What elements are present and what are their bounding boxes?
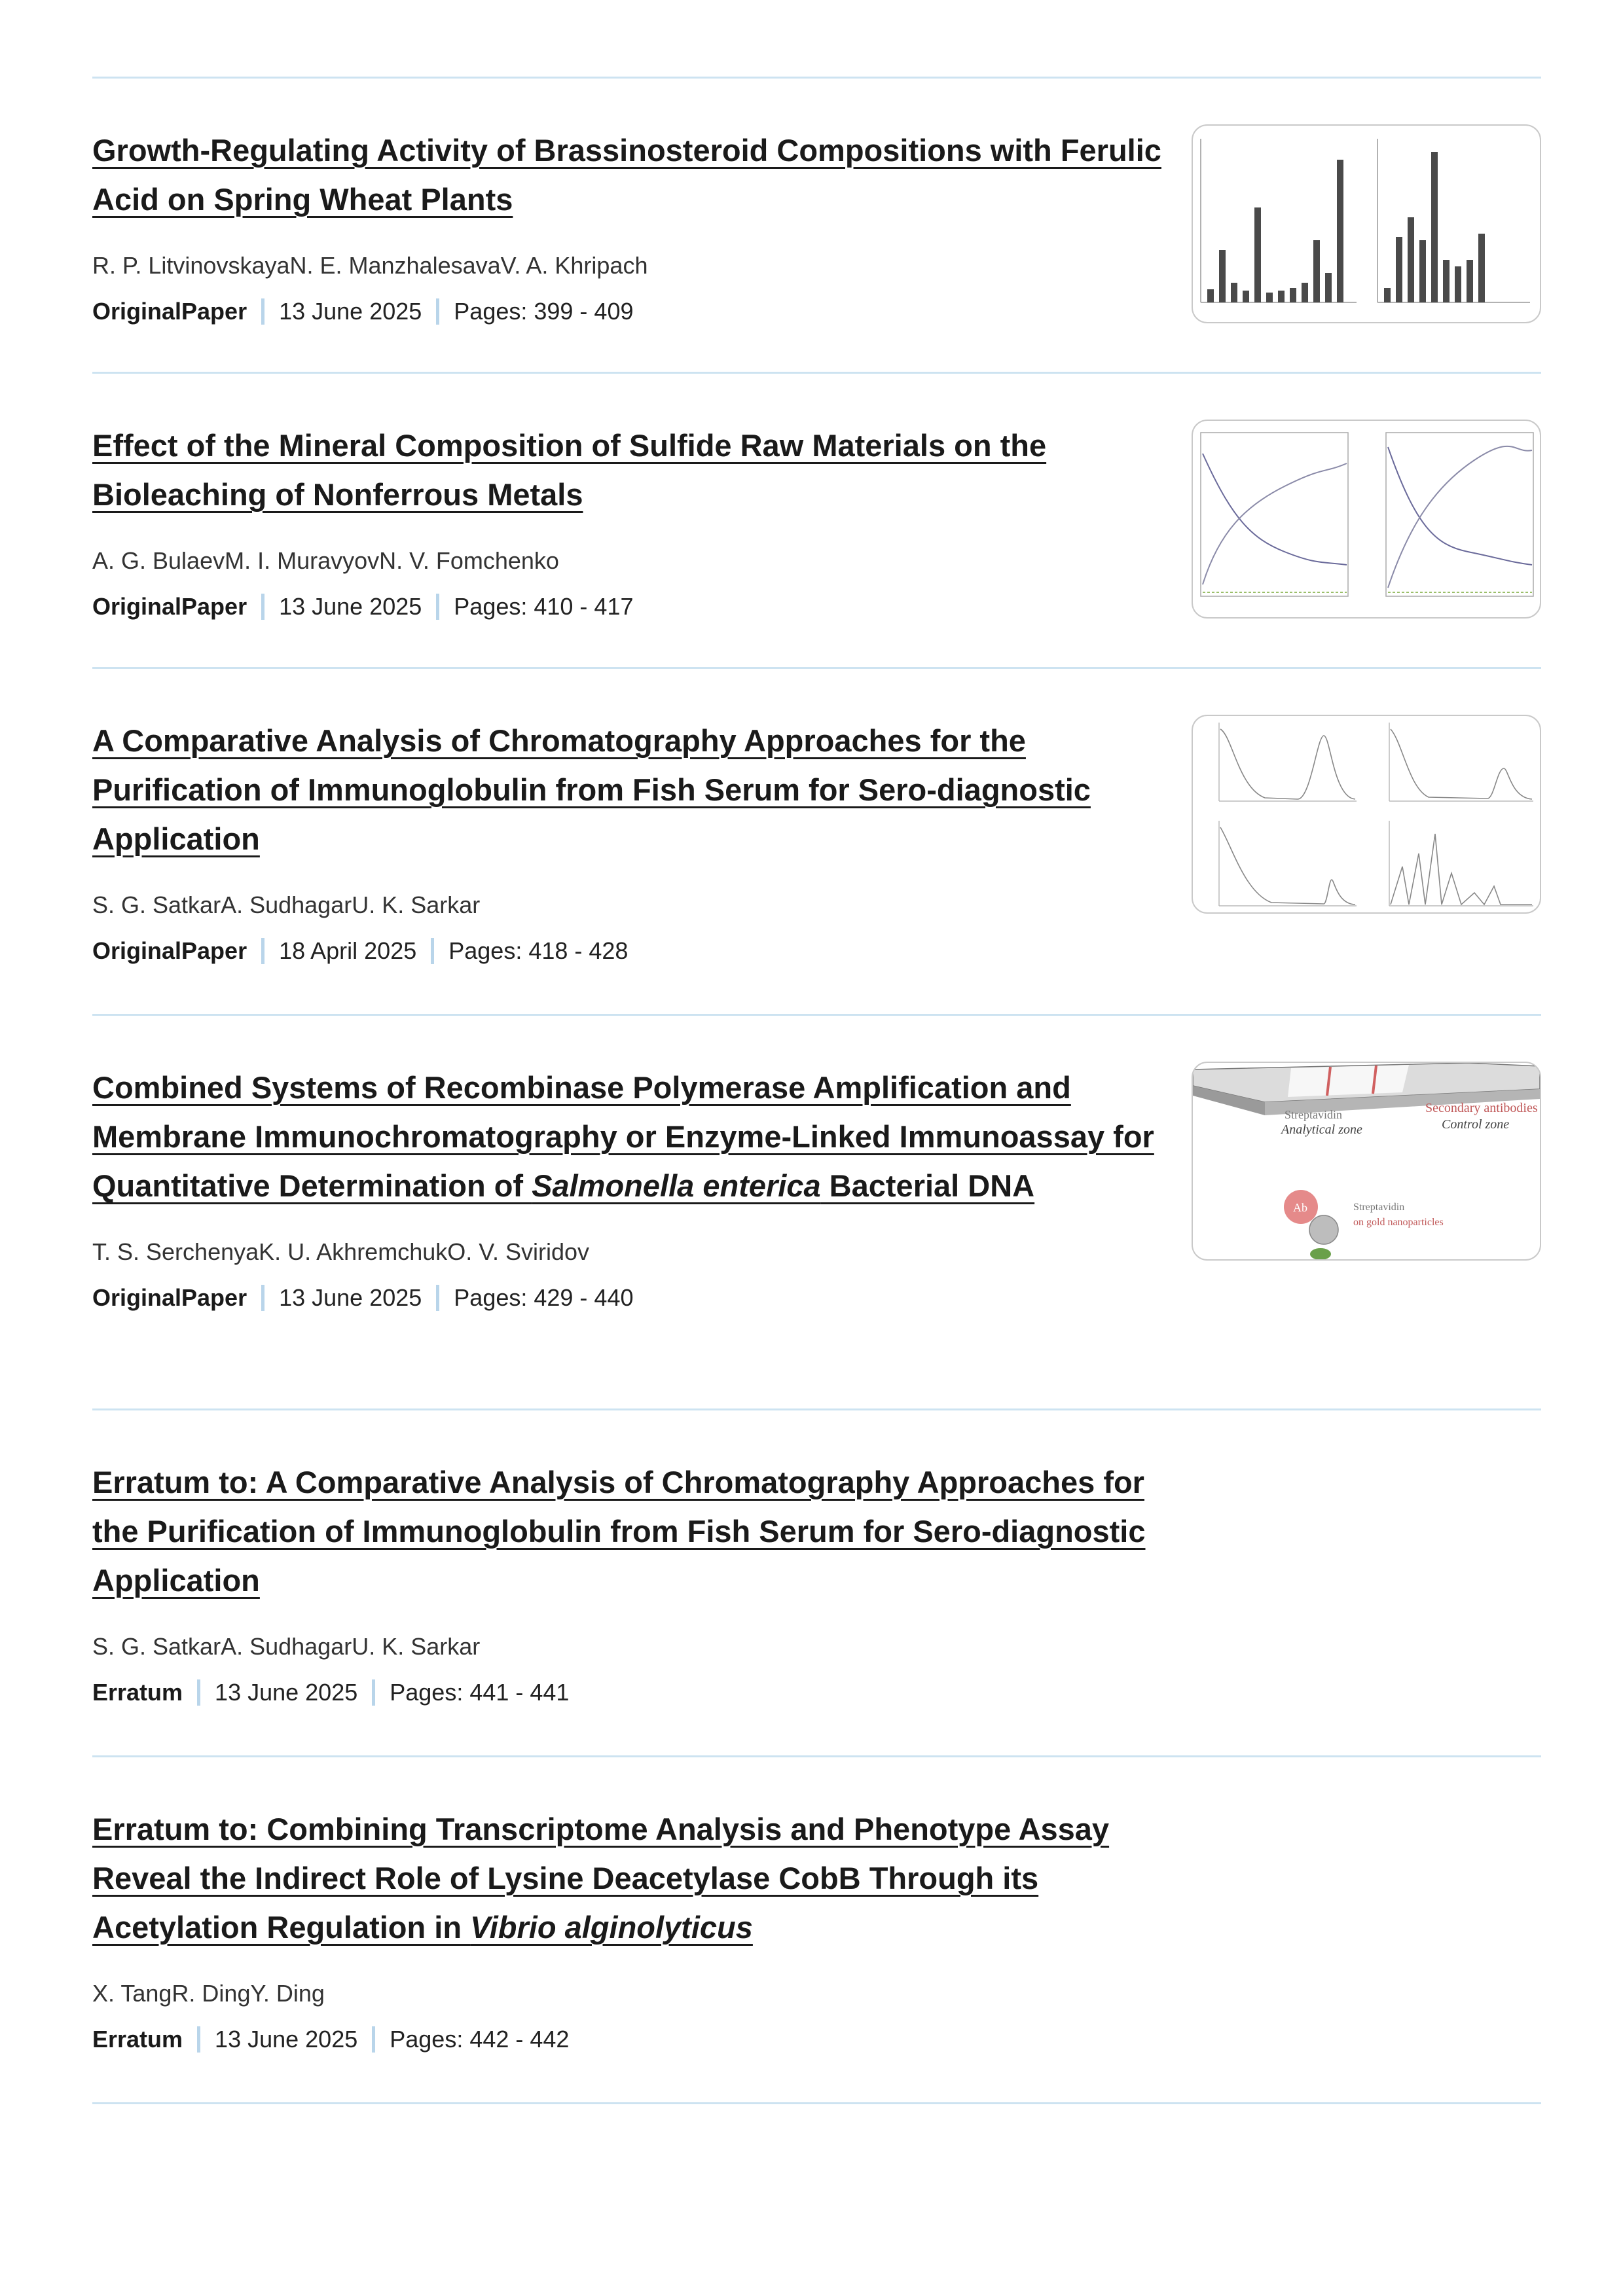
article-meta xyxy=(92,1283,1179,1312)
title-text: Erratum to: Combining Transcriptome Analysis and Phenotype Assay Reveal the Indirect Role of Lysine Deacetylase CobB Through its Acetylation Regulation in xyxy=(92,1812,1110,1945)
article-type: OriginalPaper xyxy=(92,1284,247,1311)
article-pages: Pages: 441 - 441 xyxy=(390,1679,570,1706)
thumb-label-gold: on gold nanoparticles xyxy=(1353,1217,1444,1228)
title-text: Growth-Regulating Activity of Brassinosteroid Compositions with Ferulic Acid on Spring Wheat Plants xyxy=(92,133,1161,217)
meta-separator xyxy=(261,594,264,620)
article-meta xyxy=(92,297,1179,326)
article-pages: Pages: 429 - 440 xyxy=(454,1284,634,1311)
thumb-label-streptavidin: Streptavidin xyxy=(1285,1108,1342,1121)
chromatogram-thumbnail[interactable] xyxy=(1192,715,1541,914)
thumb-label-ab: Ab xyxy=(1293,1201,1307,1214)
article-item xyxy=(92,1757,1541,2102)
article-pages: Pages: 442 - 442 xyxy=(390,2026,570,2053)
article-meta xyxy=(92,1678,1179,1707)
divider xyxy=(92,2102,1541,2104)
article-date: 13 June 2025 xyxy=(279,298,422,325)
meta-separator xyxy=(197,2026,200,2053)
article-date: 13 June 2025 xyxy=(279,593,422,620)
article-title-link[interactable] xyxy=(92,1465,1146,1598)
article-date: 13 June 2025 xyxy=(279,1284,422,1311)
title-text: Erratum to: A Comparative Analysis of Chromatography Approaches for the Purification of Immunoglobulin from Fish Serum for Sero-diagnostic Application xyxy=(92,1465,1146,1598)
meta-separator xyxy=(261,1285,264,1311)
meta-separator xyxy=(261,298,264,325)
thumb-label-streptavidin-2: Streptavidin xyxy=(1353,1202,1405,1213)
meta-separator xyxy=(261,938,264,964)
meta-separator xyxy=(372,2026,375,2053)
title-text: Effect of the Mineral Composition of Sulfide Raw Materials on the Bioleaching of Nonferrous Metals xyxy=(92,428,1047,512)
article-meta xyxy=(92,2025,1179,2054)
article-pages: Pages: 410 - 417 xyxy=(454,593,634,620)
article-date: 13 June 2025 xyxy=(215,1679,358,1706)
title-italic-text: Salmonella enterica xyxy=(532,1168,821,1203)
meta-separator xyxy=(197,1679,200,1706)
article-title-link[interactable] xyxy=(92,1812,1109,1945)
article-date: 18 April 2025 xyxy=(279,937,417,964)
meta-separator xyxy=(372,1679,375,1706)
article-type: OriginalPaper xyxy=(92,937,247,964)
article-title-link[interactable] xyxy=(92,133,1161,217)
article-authors: A. G. BulaevM. I. MuravyovN. V. Fomchenko xyxy=(92,547,559,574)
article-type: OriginalPaper xyxy=(92,298,247,325)
title-text: Bacterial DNA xyxy=(820,1168,1035,1203)
article-item xyxy=(92,1410,1541,1755)
article-title-link[interactable] xyxy=(92,428,1046,512)
article-authors: S. G. SatkarA. SudhagarU. K. Sarkar xyxy=(92,1633,481,1660)
line-chart-thumbnail[interactable] xyxy=(1192,420,1541,619)
title-text: A Comparative Analysis of Chromatography Approaches for the Purification of Immunoglobulin from Fish Serum for Sero-diagnostic Application xyxy=(92,723,1091,856)
article-item xyxy=(92,374,1541,667)
test-strip-thumbnail[interactable] xyxy=(1192,1062,1541,1261)
article-authors: S. G. SatkarA. SudhagarU. K. Sarkar xyxy=(92,891,481,918)
article-type: Erratum xyxy=(92,1679,183,1706)
article-authors: X. TangR. DingY. Ding xyxy=(92,1980,325,2007)
article-item xyxy=(92,1016,1541,1408)
title-italic-text: Vibrio alginolyticus xyxy=(470,1910,753,1945)
article-date: 13 June 2025 xyxy=(215,2026,358,2053)
article-list xyxy=(92,77,1541,2104)
bar-chart-thumbnail[interactable] xyxy=(1192,124,1541,323)
article-item xyxy=(92,79,1541,372)
meta-separator xyxy=(436,1285,439,1311)
article-type: Erratum xyxy=(92,2026,183,2053)
meta-separator xyxy=(436,298,439,325)
thumb-label-secondary: Secondary antibodies xyxy=(1425,1101,1538,1115)
title-text: Combined Systems of Recombinase Polymerase Amplification and Membrane Immunochromatography or Enzyme-Linked Immunoassay for Quantitative Determination of xyxy=(92,1070,1154,1203)
article-meta xyxy=(92,937,1179,965)
article-pages: Pages: 399 - 409 xyxy=(454,298,634,325)
article-title-link[interactable] xyxy=(92,1070,1154,1203)
meta-separator xyxy=(436,594,439,620)
article-type: OriginalPaper xyxy=(92,593,247,620)
article-authors: R. P. LitvinovskayaN. E. ManzhalesavaV. A. Khripach xyxy=(92,252,648,279)
thumb-label-analytical: Analytical zone xyxy=(1281,1122,1362,1137)
article-meta xyxy=(92,592,1179,621)
article-pages: Pages: 418 - 428 xyxy=(448,937,629,964)
meta-separator xyxy=(431,938,434,964)
article-title-link[interactable] xyxy=(92,723,1091,856)
thumb-label-control: Control zone xyxy=(1442,1117,1510,1132)
article-authors: T. S. SerchenyaK. U. AkhremchukO. V. Sviridov xyxy=(92,1238,589,1265)
article-item xyxy=(92,669,1541,1014)
